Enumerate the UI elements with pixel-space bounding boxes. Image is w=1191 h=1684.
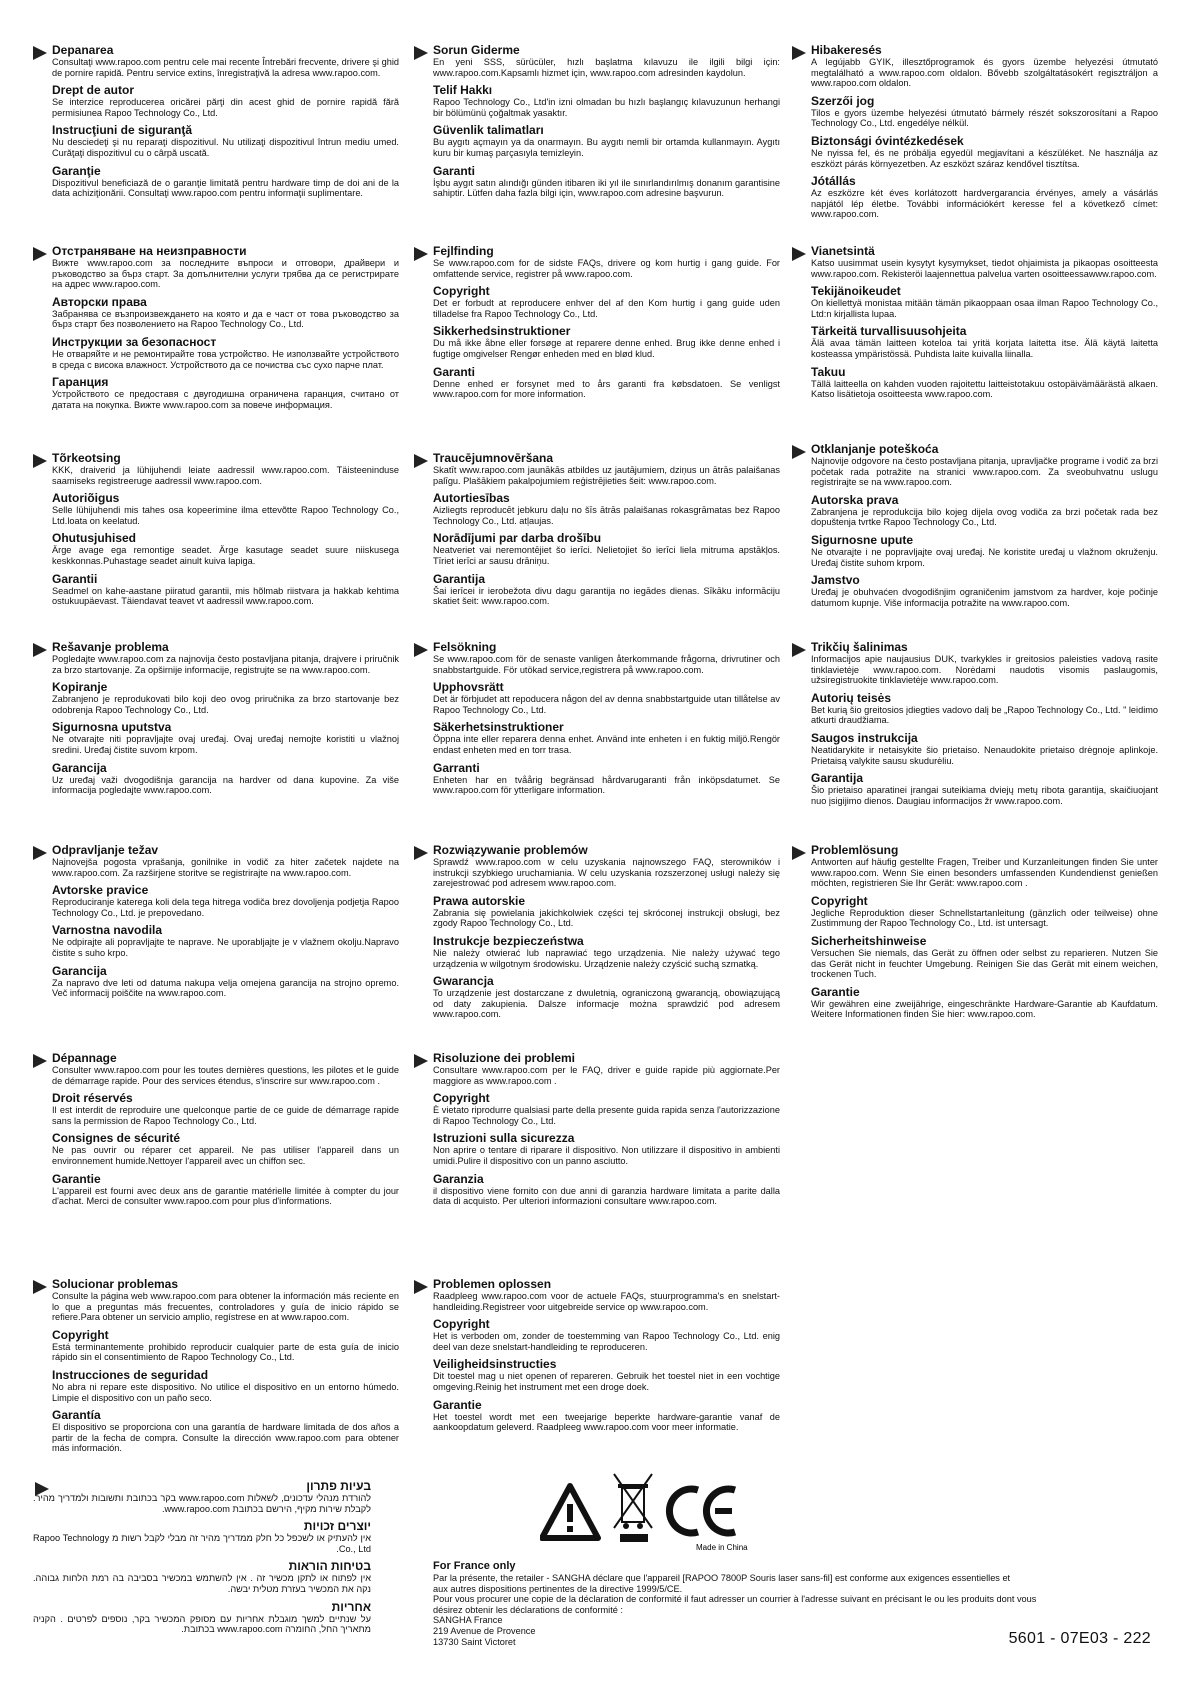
section-text: Det är förbjudet att repoducera någon del av denna snabbstartguide utan tillåtelse av Rapoo Technology Co., Ltd. xyxy=(433,694,780,715)
triangle-bullet-icon xyxy=(414,1280,428,1294)
section xyxy=(52,532,399,566)
section-heading: Hibakeresés xyxy=(811,43,882,57)
section xyxy=(811,325,1158,359)
triangle-bullet-icon xyxy=(792,247,806,261)
triangle-bullet-icon xyxy=(33,643,47,657)
section-text: Sprawdź www.rapoo.com w celu uzyskania najnowszego FAQ, sterowników i instrukcji szybkiego uruchamiania. W celu uzyskania rozszerzonej usługi należy się zarejestrować pod adresem www.rapoo.com. xyxy=(433,857,780,889)
section xyxy=(52,165,399,199)
section-text: אין לפתוח או לתקן מכשיר זה . אין להשתמש במכשיר בסביבה בה רמת הלחות גבוהה. נקה את המכשיר בעזרת מטלית יבשה. xyxy=(33,1573,371,1594)
section xyxy=(433,245,780,279)
section-heading: Garantii xyxy=(52,571,98,586)
language-block xyxy=(414,1052,780,1213)
section-text: El dispositivo se proporciona con una garantía de hardware limitada de dos años a partir de la fecha de compra. Consulte la dirección www.rapoo.com para obtener más información. xyxy=(52,1422,399,1454)
section xyxy=(52,965,399,999)
section-text: Zabranjeno je reprodukovati bilo koji deo ovog priručnika za brzo startovanje bez odobrenja Rapoo Technology Co., Ltd. xyxy=(52,694,399,715)
section xyxy=(433,44,780,78)
document-code: 5601 - 07E03 - 222 xyxy=(1008,1630,1151,1647)
section xyxy=(52,1132,399,1166)
section-heading: Garanţie xyxy=(52,163,101,178)
section-text: Забранява се възпроизвеждането на която и да е част от това ръководство за бърз старт без позволението на Rapoo Technology Co., Ltd. xyxy=(52,308,399,330)
triangle-bullet-icon xyxy=(35,1482,49,1496)
triangle-bullet-icon xyxy=(33,1280,47,1294)
section-heading: Felsökning xyxy=(433,640,497,654)
section-heading: Instrucciones de seguridad xyxy=(52,1367,209,1382)
section-heading: Rozwiązywanie problemów xyxy=(433,843,588,857)
certification-icons xyxy=(540,1466,780,1552)
section-text: Dit toestel mag u niet openen of repareren. Gebruik het toestel niet in een vochtige omgeving.Reinig het instrument met een droge doek. xyxy=(433,1371,780,1392)
france-line: SANGHA France xyxy=(433,1615,503,1626)
section xyxy=(52,245,399,290)
section-text: Wir gewähren eine zweijährige, eingeschränkte Hardware-Garantie ab Kaufdatum. Weitere Informationen finden Sie hier: www.rapoo.com. xyxy=(811,998,1158,1020)
section-heading: יוצרים זכויות xyxy=(303,1519,371,1534)
section-heading: Copyright xyxy=(433,284,490,299)
section-heading: Авторски права xyxy=(52,294,147,309)
section-heading: בעיות פתרון xyxy=(306,1479,371,1493)
section-heading: Garanti xyxy=(433,364,476,379)
section-heading: Garanti xyxy=(433,163,476,178)
section-text: Antworten auf häufig gestellte Fragen, Treiber und Kurzanleitungen finden Sie unter www.rapoo.com. Wenn Sie einen besonders umfassenden Kundendienst genießen möchten, registrieren Sie Ihr Gerät: www.rapoo.com . xyxy=(811,857,1158,889)
section xyxy=(433,935,780,969)
section-heading: Upphovsrätt xyxy=(433,680,504,695)
language-block xyxy=(414,452,780,613)
section-heading: Szerzői jog xyxy=(811,93,875,108)
section-heading: Risoluzione dei problemi xyxy=(433,1051,576,1065)
language-block xyxy=(33,245,399,416)
section-heading: Odpravljanje težav xyxy=(52,843,159,857)
section-text: Tilos e gyors üzembe helyezési útmutató bármely részét sokszorosítani a Rapoo Technology Co., Ltd. engedélye nélkül. xyxy=(811,107,1158,129)
section xyxy=(811,95,1158,129)
section xyxy=(433,1132,780,1166)
section-heading: Garantie xyxy=(433,1397,482,1412)
section xyxy=(52,1329,399,1363)
section xyxy=(52,376,399,410)
section-text: Tällä laitteella on kahden vuoden rajoitettu laitteistotakuu ostopäivämäärästä alkaen. Katso lisätietoja osoitteesta www.rapoo.com. xyxy=(811,378,1158,400)
triangle-bullet-icon xyxy=(414,1054,428,1068)
section-heading: Rešavanje problema xyxy=(52,640,169,654)
section xyxy=(811,135,1158,169)
section-heading: Norādījumi par darba drošību xyxy=(433,531,602,546)
section-text: Selle lühijuhendi mis tahes osa kopeerimine ilma ettevõtte Rapoo Technology Co., Ltd.loata on keelatud. xyxy=(52,505,399,526)
section xyxy=(52,844,399,878)
section-heading: Depanarea xyxy=(52,43,114,57)
section-text: Ne nyissa fel, és ne próbálja egyedül megjavítani a készüléket. Ne használja az eszközt párás környezetben. Az eszközt száraz kendővel tisztítsa. xyxy=(811,147,1158,169)
section-heading: Dépannage xyxy=(52,1051,117,1065)
section xyxy=(433,844,780,889)
france-line: désirez obtenir les déclarations de conformité : xyxy=(433,1604,623,1615)
section-text: Raadpleeg www.rapoo.com voor de actuele FAQs, stuurprogramma's en snelstart-handleiding.Registreer voor uitgebreide service op www.rapoo.com. xyxy=(433,1291,780,1312)
section-text: Šai ierīcei ir ierobežota divu dagu garantija no iegādes dienas. Sīkāku informāciju skatiet šeit: www.rapoo.com. xyxy=(433,585,780,607)
section-heading: Jótállás xyxy=(811,174,856,189)
section-text: Het is verboden om, zonder de toestemming van Rapoo Technology Co., Ltd. enig deel van deze snelstart-handleiding te reproduceren. xyxy=(433,1331,780,1352)
section-text: Enheten har en tvåårig begränsad hårdvarugaranti från inköpsdatumet. Se www.rapoo.com för ytterligare information. xyxy=(433,774,780,796)
section-heading: Garantija xyxy=(811,771,864,786)
section-heading: Tõrkeotsing xyxy=(52,451,121,465)
section-text: Dispozitivul beneficiază de o garanţie limitată pentru hardware timp de doi ani de la data achiziţionării. Consultaţi www.rapoo.com pentru informaţii suplimentare. xyxy=(52,177,399,199)
section-heading: Problemlösung xyxy=(811,843,899,857)
section-text: Najnovije odgovore na često postavljana pitanja, upravljačke programe i vodič za brzi početak rada potražite na stranici www.rapoo.com. Za sveobuhvatnu uslugu registrirajte se na www.rapoo.com. xyxy=(811,456,1158,488)
section-heading: Sigurnosna uputstva xyxy=(52,720,172,735)
section-text: Se interzice reproducerea oricărei părţi din acest ghid de pornire rapidă fără permisiunea Rapoo Technology Co., Ltd. xyxy=(52,97,399,118)
language-block xyxy=(33,1480,399,1641)
section xyxy=(433,325,780,359)
section-heading: Sigurnosne upute xyxy=(811,532,913,547)
section-heading: Tekijänoikeudet xyxy=(811,284,901,299)
section-heading: Trikčių šalinimas xyxy=(811,640,908,654)
section xyxy=(52,492,399,526)
language-block xyxy=(33,1278,399,1460)
section-text: Za napravo dve leti od datuma nakupa velja omejena garancija na strojno opremo. Več informacij poiščite na www.rapoo.com. xyxy=(52,977,399,999)
section-text: Denne enhed er forsynet med to års garanti fra købsdatoen. Se venligst www.rapoo.com for more information. xyxy=(433,378,780,400)
section xyxy=(811,494,1158,528)
section-text: Bet kurią šio greitosios įdiegties vadovo dalį be „Rapoo Technology Co., Ltd. " leidimo atkurti draudžiama. xyxy=(811,704,1158,726)
language-block xyxy=(414,44,780,205)
section-heading: Takuu xyxy=(811,364,846,379)
section xyxy=(52,1092,399,1126)
section xyxy=(433,1399,780,1433)
section-text: To urządzenie jest dostarczane z dwuletnią, ograniczoną gwarancją, obowiązującą od daty zakupienia. Dalsze informacje można sprawdzić pod adresem www.rapoo.com. xyxy=(433,988,780,1020)
section xyxy=(52,641,399,675)
section-text: Zabranjena je reprodukcija bilo kojeg dijela ovog vodiča za brzi početak rada bez dopuštenja tvrtke Rapoo Technology Co., Ltd. xyxy=(811,506,1158,528)
section-text: En yeni SSS, sürücüler, hızlı başlatma kılavuzu ile ilgili bilgi için: www.rapoo.com.Kapsamlı hizmet için, www.rapoo.com adresinden kaydolun. xyxy=(433,57,780,78)
section xyxy=(52,452,399,486)
section-heading: Varnostna navodila xyxy=(52,923,163,938)
section xyxy=(811,574,1158,608)
triangle-bullet-icon xyxy=(414,643,428,657)
section-text: L'appareil est fourni avec deux ans de garantie matérielle limitée à compter du jour d'achat. Merci de consulter www.rapoo.com pour plus d'informations. xyxy=(52,1185,399,1207)
section xyxy=(433,762,780,796)
section xyxy=(811,935,1158,980)
section-text: Reproduciranje katerega koli dela tega hitrega vodiča brez dovoljenja podjetja Rapoo Technology Co., Ltd. je prepovedano. xyxy=(52,897,399,918)
section xyxy=(433,366,780,400)
language-block xyxy=(792,245,1158,406)
section-heading: Garantija xyxy=(433,571,486,586)
section-heading: Sicherheitshinweise xyxy=(811,933,927,948)
section xyxy=(433,641,780,675)
section-heading: Kopiranje xyxy=(52,680,108,695)
section-text: Nie należy otwierać lub naprawiać tego urządzenia. Nie należy używać tego urządzenia w wilgotnym środowisku. Urządzenie należy czyścić suchą szmatką. xyxy=(433,947,780,969)
section-heading: Biztonsági óvintézkedések xyxy=(811,133,964,148)
section xyxy=(811,534,1158,568)
section-heading: Instrucţiuni de siguranţă xyxy=(52,123,193,138)
section-text: Neatveriet vai neremontējiet šo ierīci. Nelietojiet šo ierīci liela mitruma apstākļos. Tīriet ierīci ar sausu drāniņu. xyxy=(433,545,780,566)
section-text: Вижте www.rapoo.com за последните въпроси и отговори, драйвери и ръководство за бърз старт. За допълнителни услуги трябва да се регистрирате на адрес www.rapoo.com. xyxy=(52,258,399,290)
section-heading: בטיחות הוראות xyxy=(288,1559,371,1574)
section xyxy=(52,762,399,796)
language-block xyxy=(792,641,1158,812)
section-heading: Tärkeitä turvallisuusohjeita xyxy=(811,324,967,339)
section xyxy=(52,336,399,370)
section-text: Не отваряйте и не ремонтирайте това устройство. Не използвайте устройството в среда с висока влажност. Устройството да се почиства със сухо парче плат. xyxy=(52,348,399,370)
language-block xyxy=(33,844,399,1005)
section-text: Ne otvarajte niti popravljajte ovaj uređaj. Ovaj uređaj nemojte koristiti u vlažnoj sredini. Uređaj čistite suvom krpom. xyxy=(52,734,399,755)
section-heading: Veiligheidsinstructies xyxy=(433,1357,557,1372)
made-in-label: Made in China xyxy=(696,1543,748,1552)
section-heading: Avtorske pravice xyxy=(52,883,149,898)
section-text: Az eszközre két éves korlátozott hardvergarancia érvényes, amely a vásárlás napjától lép életbe. További információkért keresse fel a következő címet: www.rapoo.com. xyxy=(811,188,1158,220)
section xyxy=(433,285,780,319)
section xyxy=(433,165,780,199)
section-text: Il est interdit de reproduire une quelconque partie de ce guide de démarrage rapide sans la permission de Rapoo Technology Co., Ltd. xyxy=(52,1105,399,1126)
section xyxy=(811,175,1158,220)
section-heading: Droit réservés xyxy=(52,1091,133,1106)
section-text: Neatidarykite ir netaisykite šio prietaiso. Nenaudokite prietaiso drėgnoje aplinkoje. Prietaisą valykite sausu skudurėliu. xyxy=(811,744,1158,766)
section-text: Uređaj je obuhvaćen dvogodišnjim ograničenim jamstvom za hardver, koje počinje datumom kupnje. Više informacija potražite na www.rapoo.com. xyxy=(811,587,1158,608)
section-text: Consulter www.rapoo.com pour les toutes dernières questions, les pilotes et le guide de démarrage rapide. Pour des services étendus, s'inscrire sur www.rapoo.com . xyxy=(52,1065,399,1086)
section-heading: Ohutusjuhised xyxy=(52,531,136,546)
section-heading: Jamstvo xyxy=(811,573,860,588)
section-heading: Copyright xyxy=(811,893,868,908)
section-text: Consultaţi www.rapoo.com pentru cele mai recente Întrebări frecvente, drivere şi ghid de pornire rapidă. Pentru service extins, înregistraţivă la adresa www.rapoo.com. xyxy=(52,57,399,78)
section xyxy=(33,1601,371,1635)
section-text: Устройството се предоставя с двугодишна ограничена гаранция, считано от датата на покупка. Вижте www.rapoo.com за повече информация. xyxy=(52,389,399,410)
section-text: Skatīt www.rapoo.com jaunākās atbildes uz jautājumiem, dziņus un ātrās palaišanas palīgu. Plašākiem pakalpojumiem reģistrējieties šeit: www.rapoo.com. xyxy=(433,465,780,486)
section-heading: Traucējumnovēršana xyxy=(433,451,554,465)
section xyxy=(33,1480,371,1514)
language-block xyxy=(792,44,1158,226)
language-block xyxy=(792,443,1158,614)
section-heading: Инструкции за безопасност xyxy=(52,334,217,349)
section-heading: Отстраняване на неизправности xyxy=(52,244,247,258)
section-text: Versuchen Sie niemals, das Gerät zu öffnen oder selbst zu reparieren. Nutzen Sie das Gerät nicht in feuchter Umgebung. Reinigen Sie das Gerät mit einem weichen, trockenen Tuch. xyxy=(811,947,1158,980)
section-text: il dispositivo viene fornito con due anni di garanzia hardware limitata a parite dalla data di acquisto. Per ulteriori informazioni consultare www.rapoo.com. xyxy=(433,1185,780,1207)
section-text: Älä avaa tämän laitteen koteloa tai yritä korjata laitetta itse. Älä käytä laitetta kosteassa ympäristössä. Puhdista laite kuivalla liinalla. xyxy=(811,338,1158,359)
section-heading: Гаранция xyxy=(52,375,109,390)
triangle-bullet-icon xyxy=(414,247,428,261)
section-text: Zabrania się powielania jakichkolwiek części tej skróconej instrukcji obsługi, bez zgody Rapoo Technology Co., Ltd. xyxy=(433,907,780,929)
section xyxy=(52,884,399,918)
section-heading: Drept de autor xyxy=(52,83,135,98)
section-heading: Copyright xyxy=(433,1091,490,1106)
section-text: Consulte la página web www.rapoo.com para obtener la información más reciente en lo que a preguntas más frecuentes, controladores y guía de inicio rápido se refiere.Para obtener un servicio amplio, regístrese en at www.rapoo.com. xyxy=(52,1291,399,1323)
section xyxy=(52,1369,399,1403)
france-line: Par la présente, the retailer - SANGHA déclare que l'appareil [RAPOO 7800P Souris laser sans-fil] est conforme aux exigences essentielles et xyxy=(433,1573,1011,1583)
section-heading: Prawa autorskie xyxy=(433,893,526,908)
section xyxy=(811,443,1158,488)
section-heading: Otklanjanje poteškoća xyxy=(811,442,939,456)
section xyxy=(811,986,1158,1020)
france-line: 219 Avenue de Provence xyxy=(433,1625,536,1636)
section-text: Nu desciedeţi şi nu reparaţi dispozitivul. Nu utilizaţi dispozitivul întrun mediu umed. Curăţaţi dispozitivul cu o cârpă uscată. xyxy=(52,137,399,158)
section xyxy=(52,124,399,158)
section-heading: Autortiesības xyxy=(433,491,510,506)
section-text: Uz uređaj važi dvogodišnja garancija na hardver od dana kupovine. Za više informacija pogledajte www.rapoo.com. xyxy=(52,774,399,796)
section-heading: Garranti xyxy=(433,760,480,775)
section xyxy=(811,895,1158,929)
section xyxy=(811,366,1158,400)
section xyxy=(33,1520,371,1554)
language-block xyxy=(414,844,780,1026)
section-text: KKK, draiverid ja lühijuhendi leiate aadressil www.rapoo.com. Täisteeninduse saamiseks registreeruge aadressil www.rapoo.com. xyxy=(52,465,399,486)
section xyxy=(811,285,1158,319)
section-text: Ne odpirajte ali popravljajte te naprave. Ne uporabljajte je v vlažnem okolju.Napravo čistite s suho krpo. xyxy=(52,937,399,958)
france-title: For France only xyxy=(433,1560,516,1572)
section-text: אין להעתיק או לשכפל כל חלק ממדריך מהיר זה מבלי לקבל רשות מ Rapoo Technology Co., Ltd. xyxy=(33,1533,371,1554)
section xyxy=(433,1173,780,1207)
france-line: 13730 Saint Victoret xyxy=(433,1636,516,1647)
section xyxy=(433,492,780,526)
section-heading: Fejlfinding xyxy=(433,244,494,258)
section xyxy=(433,975,780,1020)
section-text: On kiellettyä monistaa mitään tämän pikaoppaan osaa ilman Rapoo Technology Co., Ltd:n kirjallista lupaa. xyxy=(811,298,1158,319)
section-text: Non aprire o tentare di riparare il dispositivo. Non utilizzare il dispositivo in ambienti umidi.Pulire il dispositivo con un panno asciutto. xyxy=(433,1145,780,1166)
triangle-bullet-icon xyxy=(33,454,47,468)
section-heading: Consignes de sécurité xyxy=(52,1131,181,1146)
language-block xyxy=(414,1278,780,1439)
language-block xyxy=(414,641,780,802)
section xyxy=(52,924,399,958)
section-heading: Telif Hakkı xyxy=(433,83,493,98)
section-heading: Instrukcje bezpieczeństwa xyxy=(433,933,584,948)
language-block xyxy=(33,44,399,205)
section xyxy=(52,573,399,607)
section-heading: Garancija xyxy=(52,760,107,775)
section-heading: Sorun Giderme xyxy=(433,43,520,57)
section xyxy=(811,641,1158,686)
triangle-bullet-icon xyxy=(792,846,806,860)
triangle-bullet-icon xyxy=(792,46,806,60)
section xyxy=(52,1278,399,1323)
section-heading: Güvenlik talimatları xyxy=(433,123,544,138)
section xyxy=(433,1092,780,1126)
language-block xyxy=(33,641,399,802)
section-heading: Copyright xyxy=(433,1317,490,1332)
section-heading: Garanzia xyxy=(433,1171,484,1186)
section-text: Det er forbudt at reproducere enhver del af den Kom hurtig i gang guide uden tilladelse fra Rapoo Technology Co., Ltd. xyxy=(433,298,780,319)
section-text: Ne otvarajte i ne popravljajte ovaj uređaj. Ne koristite uređaj u vlažnom okruženju. Uređaj čistite suhom krpom. xyxy=(811,546,1158,568)
section xyxy=(52,84,399,118)
section-heading: Gwarancja xyxy=(433,974,494,989)
section xyxy=(433,681,780,715)
section xyxy=(433,84,780,118)
section xyxy=(811,844,1158,889)
section-text: No abra ni repare este dispositivo. No utilice el dispositivo en un entorno húmedo. Limpie el dispositivo con un paño seco. xyxy=(52,1381,399,1403)
section-text: Bu aygıtı açmayın ya da onarmayın. Bu aygıtı nemli bir ortamda kullanmayın. Aygıtı kuru bir kumaş parçasıyla temizleyin. xyxy=(433,137,780,158)
triangle-bullet-icon xyxy=(33,846,47,860)
language-block xyxy=(33,1052,399,1213)
section xyxy=(433,124,780,158)
ce-mark-icon xyxy=(669,1489,735,1533)
triangle-bullet-icon xyxy=(414,846,428,860)
section-text: Du må ikke åbne eller forsøge at reparere denne enhed. Brug ikke denne enhed i fugtige omgivelser Rengør enheden med en blød klud. xyxy=(433,338,780,359)
section-text: Rapoo Technology Co., Ltd'in izni olmadan bu hızlı başlangıç kılavuzunun herhangi bir bölümünü çoğaltmak yasaktır. xyxy=(433,97,780,118)
section xyxy=(433,452,780,486)
triangle-bullet-icon xyxy=(792,643,806,657)
section xyxy=(811,692,1158,726)
section-text: Seadmel on kahe-aastane piiratud garantii, mis hõlmab riistvara ja hakkab kehtima ostukuupäevast. Täiendavat teavet vt aadressil www.rapoo.com. xyxy=(52,585,399,607)
section xyxy=(52,44,399,78)
section xyxy=(52,1409,399,1454)
triangle-bullet-icon xyxy=(414,454,428,468)
section xyxy=(52,1052,399,1086)
section xyxy=(433,573,780,607)
section-heading: Problemen oplossen xyxy=(433,1277,552,1291)
section-heading: Garantie xyxy=(52,1171,101,1186)
section-text: Aizliegts reproducēt jebkuru daļu no šīs ātrās palaišanas rokasgrāmatas bez Rapoo Technology Co., Ltd. atļaujas. xyxy=(433,505,780,526)
section-heading: Garancija xyxy=(52,963,107,978)
france-line: aux autres dispositions pertinentes de la directive 1999/5/CE. xyxy=(433,1583,683,1594)
section-text: Pogledajte www.rapoo.com za najnovija često postavljana pitanja, drajvere i priručnik za brzo startovanje. Za opširnije informacije, registrujte se na www.rapoo.com. xyxy=(52,654,399,675)
section xyxy=(52,721,399,755)
section-heading: Autoriõigus xyxy=(52,491,120,506)
triangle-bullet-icon xyxy=(792,445,806,459)
section xyxy=(811,772,1158,806)
section xyxy=(811,44,1158,89)
section-heading: Copyright xyxy=(52,1327,109,1342)
section xyxy=(33,1560,371,1594)
section-text: Jegliche Reproduktion dieser Schnellstartanleitung (gänzlich oder teilweise) ohne Zustimmung der Rapoo Technology Co., Ltd. ist untersagt. xyxy=(811,907,1158,929)
section-heading: Autorių teisės xyxy=(811,690,892,705)
section xyxy=(433,1278,780,1312)
section xyxy=(433,532,780,566)
section-text: להורדת מנהלי עדכונים, לשאלות www.rapoo.com בקר בכתובת ותשובות ולמדריך מהיר. לקבלת שירות מקיף, הירשם בכתובת www.rapoo.com. xyxy=(33,1493,371,1514)
section xyxy=(52,1173,399,1207)
section xyxy=(433,895,780,929)
section-text: Het toestel wordt met een tweejarige beperkte hardware-garantie vanaf de aankoopdatum geleverd. Raadpleeg www.rapoo.com voor meer informatie. xyxy=(433,1411,780,1433)
section-text: Öppna inte eller reparera denna enhet. Använd inte enheten i en fuktig miljö.Rengör endast enheten med en torr trasa. xyxy=(433,734,780,755)
section-text: Está terminantemente prohibido reproducir cualquier parte de esta guía de inicio rápido sin el consentimiento de Rapoo Technology Co., Ltd. xyxy=(52,1341,399,1363)
section-heading: Garantía xyxy=(52,1408,101,1423)
section-text: Se www.rapoo.com för de senaste vanligen återkommande frågorna, drivrutiner och snabbstartguide. För utökad service,registrera på www.rapoo.com. xyxy=(433,654,780,675)
section-heading: Autorska prava xyxy=(811,492,899,507)
section-text: A legújabb GYIK, illesztőprogramok és gyors üzembe helyezési útmutató megtalálható a www.rapoo.com oldalon. Bővebb szolgáltatásokért regisztráljon a www.rapoo.com oldalon. xyxy=(811,57,1158,89)
section-heading: Saugos instrukcija xyxy=(811,730,918,745)
triangle-bullet-icon xyxy=(33,1054,47,1068)
section xyxy=(433,1052,780,1086)
section-heading: Säkerhetsinstruktioner xyxy=(433,720,564,735)
section-text: Katso uusimmat usein kysytyt kysymykset, tiedot ohjaimista ja pikaopas osoitteesta www.rapoo.com. Rekisteröi laajennettua palvelua varten osoitteessawww.rapoo.com. xyxy=(811,258,1158,279)
warning-triangle-icon xyxy=(542,1486,598,1538)
section xyxy=(52,296,399,330)
section xyxy=(811,245,1158,279)
triangle-bullet-icon xyxy=(414,46,428,60)
section xyxy=(433,1318,780,1352)
section-text: Informacijos apie naujausius DUK, tvarkykles ir greitosios paleisties vadovą rasite tinklavietėje www.rapoo.com. Norėdami naudotis visomis paslaugomis, užsiregistruokite tinklavietėje www.rapoo.com. xyxy=(811,654,1158,686)
section-text: İşbu aygıt satın alındığı günden itibaren iki yıl ile sınırlandırılmış donanım garantisine sahiptir. Lütfen daha fazla bilgi için, www.rapoo.com adresine başvurun. xyxy=(433,177,780,199)
section xyxy=(52,681,399,715)
section-text: Šio prietaiso aparatinei įrangai suteikiama dviejų metų ribota garantija, skaičiuojant nuo įsigijimo dienos. Daugiau informacijos žr www.rapoo.com. xyxy=(811,785,1158,806)
section xyxy=(433,721,780,755)
section-heading: אחריות xyxy=(331,1599,371,1614)
section-heading: Solucionar problemas xyxy=(52,1277,179,1291)
section xyxy=(811,732,1158,766)
section-heading: Vianetsintä xyxy=(811,244,875,258)
section-text: Se www.rapoo.com for de sidste FAQs, drivere og kom hurtig i gang guide. For omfattende service, registrer på www.rapoo.com. xyxy=(433,258,780,279)
triangle-bullet-icon xyxy=(33,46,47,60)
section-text: È vietato riprodurre qualsiasi parte della presente guida rapida senza l'autorizzazione di Rapoo Technology Co., Ltd. xyxy=(433,1105,780,1126)
weee-bin-icon xyxy=(614,1474,652,1542)
section-text: Ärge avage ega remontige seadet. Ärge kasutage seadet suure niiskusega keskkonnas.Puhastage seadet ainult kuiva lapiga. xyxy=(52,545,399,566)
section-text: Najnovejša pogosta vprašanja, gonilnike in vodič za hiter začetek najdete na www.rapoo.com. Za razširjene storitve se registrirajte na www.rapoo.com. xyxy=(52,857,399,878)
section-text: על שנתיים למשך מוגבלת אחריות עם מסופק המכשיר בקר, נוספים לפרטים . הקניה מתאריך החל, החומרה www.rapoo.com בכתובת. xyxy=(33,1613,371,1635)
language-block xyxy=(414,245,780,406)
section-heading: Istruzioni sulla sicurezza xyxy=(433,1131,575,1146)
section-heading: Garantie xyxy=(811,984,860,999)
triangle-bullet-icon xyxy=(33,247,47,261)
language-block xyxy=(792,844,1158,1026)
section-text: Ne pas ouvrir ou réparer cet appareil. Ne pas utiliser l'appareil dans un environnement humide.Nettoyer l'appareil avec un chiffon sec. xyxy=(52,1145,399,1166)
section xyxy=(433,1358,780,1392)
section-text: Consultare www.rapoo.com per le FAQ, driver e guide rapide più aggiornate.Per maggiore as www.rapoo.com . xyxy=(433,1065,780,1086)
language-block xyxy=(33,452,399,613)
section-heading: Sikkerhedsinstruktioner xyxy=(433,324,571,339)
france-line: Pour vous procurer une copie de la déclaration de conformité il faut adresser un courrier à l'adresse suivant en précisant le ou les produits dont vous xyxy=(433,1594,1037,1605)
